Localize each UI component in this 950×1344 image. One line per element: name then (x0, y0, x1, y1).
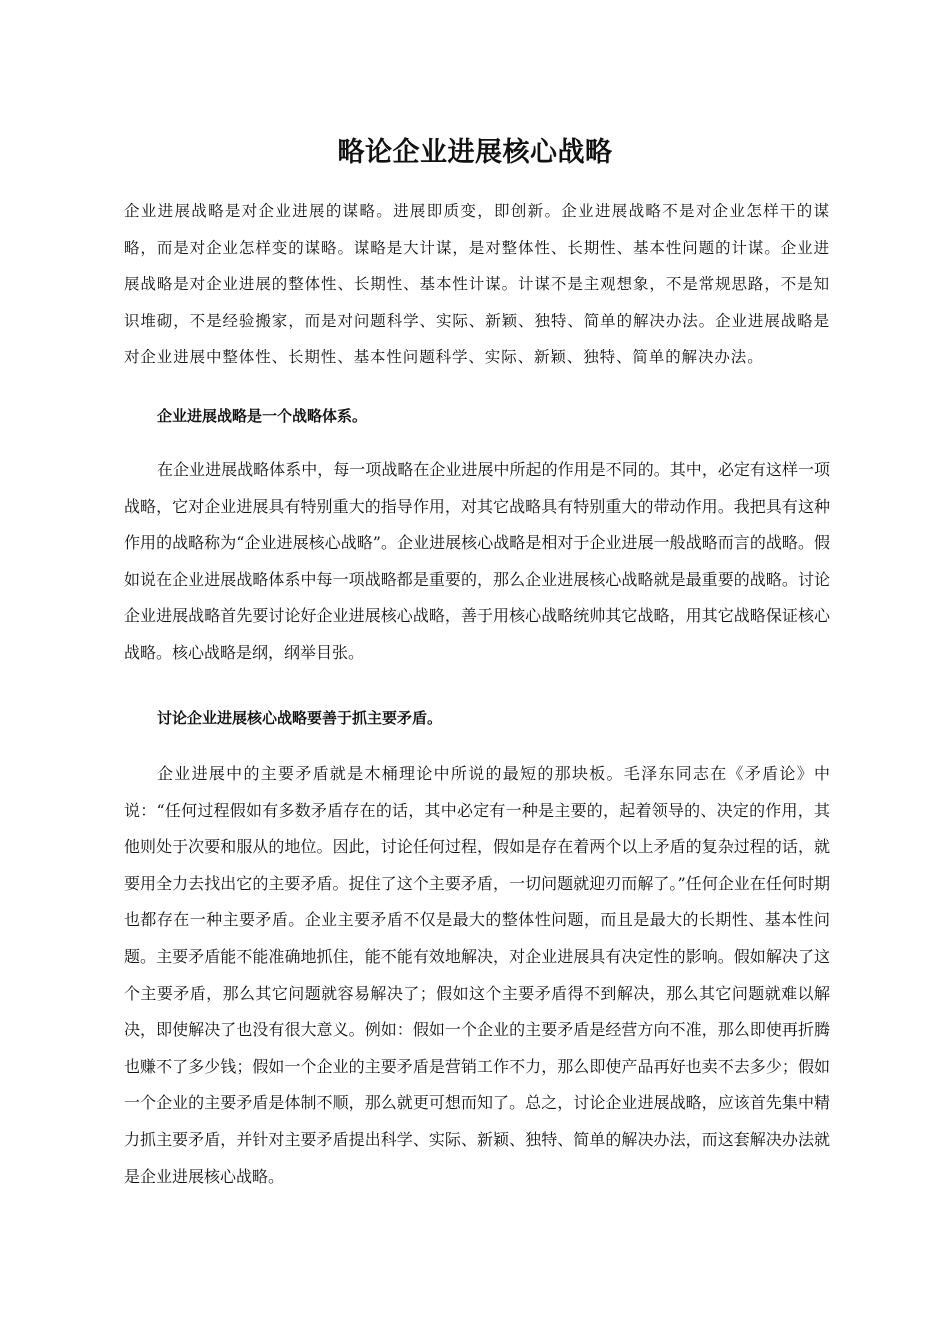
body-paragraph-1: 在企业进展战略体系中，每一项战略在企业进展中所起的作用是不同的。其中，必定有这样一项战略，它对企业进展具有特别重大的指导作用，对其它战略具有特别重大的带动作用。我把具有这种作用的战略称为“企业进展核心战略”。企业进展核心战略是相对于企业进展一般战略而言的战略。假如说在企业进展战略体系中每一项战略都是重要的，那么企业进展核心战略就是最重要的战略。讨论企业进展战略首先要讨论好企业进展核心战略，善于用核心战略统帅其它战略，用其它战略保证核心战略。核心战略是纲，纲举目张。 (124, 460, 830, 662)
body-paragraph-2: 企业进展中的主要矛盾就是木桶理论中所说的最短的那块板。毛泽东同志在《矛盾论》中说：“任何过程假如有多数矛盾存在的话，其中必定有一种是主要的，起着领导的、决定的作用，其他则处于次要和服从的地位。因此，讨论任何过程，假如是存在着两个以上矛盾的复杂过程的话，就要用全力去找出它的主要矛盾。捉住了这个主要矛盾，一切问题就迎刃而解了。”任何企业在任何时期也都存在一种主要矛盾。企业主要矛盾不仅是最大的整体性问题，而且是最大的长期性、基本性问题。主要矛盾能不能准确地抓住，能不能有效地解决，对企业进展具有决定性的影响。假如解决了这个主要矛盾，那么其它问题就容易解决了；假如这个主要矛盾得不到解决，那么其它问题就难以解决，即使解决了也没有很大意义。例如：假如一个企业的主要矛盾是经营方向不准，那么即使再折腾也赚不了多少钱；假如一个企业的主要矛盾是营销工作不力，那么即使产品再好也卖不去多少；假如一个企业的主要矛盾是体制不顺，那么就更可想而知了。总之，讨论企业进展战略，应该首先集中精力抓主要矛盾，并针对主要矛盾提出科学、实际、新颖、独特、简单的解决办法，而这套解决办法就是企业进展核心战略。 (124, 764, 830, 1186)
section-heading-2: 讨论企业进展核心战略要善于抓主要矛盾。 (157, 709, 443, 727)
intro-paragraph: 企业进展战略是对企业进展的谋略。进展即质变，即创新。企业进展战略不是对企业怎样干的谋略，而是对企业怎样变的谋略。谋略是大计谋，是对整体性、长期性、基本性问题的计谋。企业进展战略是对企业进展的整体性、长期性、基本性计谋。计谋不是主观想象，不是常规思路，不是知识堆砌，不是经验搬家，而是对问题科学、实际、新颖、独特、简单的解决办法。企业进展战略是对企业进展中整体性、长期性、基本性问题科学、实际、新颖、独特、简单的解决办法。 (124, 202, 830, 367)
document-title: 略论企业进展核心战略 (337, 137, 613, 168)
section-heading-1: 企业进展战略是一个战略体系。 (157, 407, 368, 425)
